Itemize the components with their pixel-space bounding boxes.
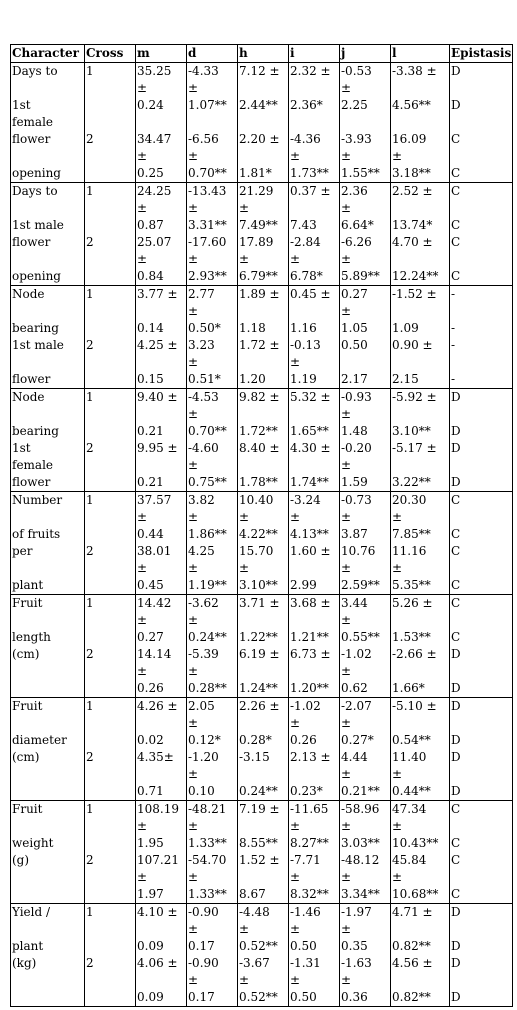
cell-l: -3.38 ± 4.56** 16.09 ± 3.18** bbox=[391, 63, 450, 183]
cell-character: Fruit length (cm) bbox=[11, 595, 85, 698]
cell-character: Node bearing 1st female flower bbox=[11, 389, 85, 492]
results-table bbox=[10, 44, 513, 1007]
cell-cross: 1 2 bbox=[85, 595, 136, 698]
header-character: Character bbox=[11, 45, 85, 63]
cell-cross: 1 2 bbox=[85, 801, 136, 904]
cell-j: -1.97 ± 0.35 -1.63 ± 0.36 bbox=[340, 904, 391, 1007]
cell-m: 35.25 ± 0.24 34.47 ± 0.25 bbox=[136, 63, 187, 183]
cell-h: 7.19 ± 8.55** 1.52 ± 8.67 bbox=[238, 801, 289, 904]
cell-epistasis: D D C C bbox=[450, 63, 513, 183]
table-row bbox=[11, 698, 513, 801]
cell-l: 20.30 ± 7.85** 11.16 ± 5.35** bbox=[391, 492, 450, 595]
cell-epistasis: C C C C bbox=[450, 183, 513, 286]
cell-d: -4.33 ± 1.07** -6.56 ± 0.70** bbox=[187, 63, 238, 183]
cell-m: 108.19 ± 1.95 107.21 ± 1.97 bbox=[136, 801, 187, 904]
cell-l: 5.26 ± 1.53** -2.66 ± 1.66* bbox=[391, 595, 450, 698]
cell-j: -0.93 ± 1.48 -0.20 ± 1.59 bbox=[340, 389, 391, 492]
cell-i: -1.02 ± 0.26 2.13 ± 0.23* bbox=[289, 698, 340, 801]
cell-h: 10.40 ± 4.22** 15.70 ± 3.10** bbox=[238, 492, 289, 595]
cell-i: 0.37 ± 7.43 -2.84 ± 6.78* bbox=[289, 183, 340, 286]
cell-h: 7.12 ± 2.44** 2.20 ± 1.81* bbox=[238, 63, 289, 183]
table-row bbox=[11, 904, 513, 1007]
cell-d: 2.05 ± 0.12* -1.20 ± 0.10 bbox=[187, 698, 238, 801]
cell-l: -5.10 ± 0.54** 11.40 ± 0.44** bbox=[391, 698, 450, 801]
cell-d: -3.62 ± 0.24** -5.39 ± 0.28** bbox=[187, 595, 238, 698]
cell-cross: 1 2 bbox=[85, 492, 136, 595]
cell-l: -5.92 ± 3.10** -5.17 ± 3.22** bbox=[391, 389, 450, 492]
cell-d: 3.82 ± 1.86** 4.25 ± 1.19** bbox=[187, 492, 238, 595]
header-m: m bbox=[136, 45, 187, 63]
cell-cross: 1 2 bbox=[85, 389, 136, 492]
cell-i: 5.32 ± 1.65** 4.30 ± 1.74** bbox=[289, 389, 340, 492]
cell-cross: 1 2 bbox=[85, 63, 136, 183]
cell-m: 37.57 ± 0.44 38.01 ± 0.45 bbox=[136, 492, 187, 595]
cell-i: -1.46 ± 0.50 -1.31 ± 0.50 bbox=[289, 904, 340, 1007]
cell-epistasis: C C D D bbox=[450, 595, 513, 698]
cell-epistasis: - - - - bbox=[450, 286, 513, 389]
cell-character: Number of fruits per plant bbox=[11, 492, 85, 595]
cell-i: -11.65 ± 8.27** -7.71 ± 8.32** bbox=[289, 801, 340, 904]
cell-j: -2.07 ± 0.27* 4.44 ± 0.21** bbox=[340, 698, 391, 801]
cell-i: 2.32 ± 2.36* -4.36 ± 1.73** bbox=[289, 63, 340, 183]
table-row bbox=[11, 595, 513, 698]
cell-d: -48.21 ± 1.33** -54.70 ± 1.33** bbox=[187, 801, 238, 904]
table-row bbox=[11, 801, 513, 904]
cell-epistasis: D D D D bbox=[450, 904, 513, 1007]
cell-epistasis: D D D D bbox=[450, 389, 513, 492]
cell-l: -1.52 ± 1.09 0.90 ± 2.15 bbox=[391, 286, 450, 389]
cell-epistasis: D D D D bbox=[450, 698, 513, 801]
header-row bbox=[11, 45, 513, 63]
cell-character: Days to 1st male flower opening bbox=[11, 183, 85, 286]
header-epistasis: Epistasis bbox=[450, 45, 513, 63]
cell-character: Node bearing 1st male flower bbox=[11, 286, 85, 389]
table-row bbox=[11, 389, 513, 492]
header-i: i bbox=[289, 45, 340, 63]
cell-cross: 1 2 bbox=[85, 183, 136, 286]
cell-m: 3.77 ± 0.14 4.25 ± 0.15 bbox=[136, 286, 187, 389]
cell-j: 3.44 ± 0.55** -1.02 ± 0.62 bbox=[340, 595, 391, 698]
cell-j: 2.36 ± 6.64* -6.26 ± 5.89** bbox=[340, 183, 391, 286]
cell-j: -58.96 ± 3.03** -48.12 ± 3.34** bbox=[340, 801, 391, 904]
cell-h: 2.26 ± 0.28* -3.15 0.24** bbox=[238, 698, 289, 801]
header-cross: Cross bbox=[85, 45, 136, 63]
cell-j: -0.53 ± 2.25 -3.93 ± 1.55** bbox=[340, 63, 391, 183]
cell-cross: 1 2 bbox=[85, 698, 136, 801]
cell-l: 2.52 ± 13.74* 4.70 ± 12.24** bbox=[391, 183, 450, 286]
cell-d: -0.90 ± 0.17 -0.90 ± 0.17 bbox=[187, 904, 238, 1007]
cell-m: 4.10 ± 0.09 4.06 ± 0.09 bbox=[136, 904, 187, 1007]
cell-j: -0.73 ± 3.87 10.76 ± 2.59** bbox=[340, 492, 391, 595]
cell-character: Yield / plant (kg) bbox=[11, 904, 85, 1007]
cell-i: -3.24 ± 4.13** 1.60 ± 2.99 bbox=[289, 492, 340, 595]
header-l: l bbox=[391, 45, 450, 63]
table-row bbox=[11, 63, 513, 183]
table-row bbox=[11, 286, 513, 389]
header-j: j bbox=[340, 45, 391, 63]
header-d: d bbox=[187, 45, 238, 63]
cell-h: 9.82 ± 1.72** 8.40 ± 1.78** bbox=[238, 389, 289, 492]
cell-m: 9.40 ± 0.21 9.95 ± 0.21 bbox=[136, 389, 187, 492]
cell-character: Fruit diameter (cm) bbox=[11, 698, 85, 801]
cell-h: -4.48 ± 0.52** -3.67 ± 0.52** bbox=[238, 904, 289, 1007]
cell-h: 21.29 ± 7.49** 17.89 ± 6.79** bbox=[238, 183, 289, 286]
cell-l: 47.34 ± 10.43** 45.84 ± 10.68** bbox=[391, 801, 450, 904]
cell-cross: 1 2 bbox=[85, 286, 136, 389]
cell-m: 14.42 ± 0.27 14.14 ± 0.26 bbox=[136, 595, 187, 698]
cell-character: Days to 1st female flower opening bbox=[11, 63, 85, 183]
cell-d: -4.53 ± 0.70** -4.60 ± 0.75** bbox=[187, 389, 238, 492]
cell-m: 4.26 ± 0.02 4.35± 0.71 bbox=[136, 698, 187, 801]
table-row bbox=[11, 183, 513, 286]
cell-d: 2.77 ± 0.50* 3.23 ± 0.51* bbox=[187, 286, 238, 389]
cell-character: Fruit weight (g) bbox=[11, 801, 85, 904]
cell-i: 0.45 ± 1.16 -0.13 ± 1.19 bbox=[289, 286, 340, 389]
cell-d: -13.43 ± 3.31** -17.60 ± 2.93** bbox=[187, 183, 238, 286]
cell-cross: 1 2 bbox=[85, 904, 136, 1007]
header-h: h bbox=[238, 45, 289, 63]
table-row bbox=[11, 492, 513, 595]
cell-h: 3.71 ± 1.22** 6.19 ± 1.24** bbox=[238, 595, 289, 698]
cell-epistasis: C C C C bbox=[450, 801, 513, 904]
cell-l: 4.71 ± 0.82** 4.56 ± 0.82** bbox=[391, 904, 450, 1007]
cell-j: 0.27 ± 1.05 0.50 2.17 bbox=[340, 286, 391, 389]
cell-m: 24.25 ± 0.87 25.07 ± 0.84 bbox=[136, 183, 187, 286]
cell-h: 1.89 ± 1.18 1.72 ± 1.20 bbox=[238, 286, 289, 389]
cell-epistasis: C C C C bbox=[450, 492, 513, 595]
cell-i: 3.68 ± 1.21** 6.73 ± 1.20** bbox=[289, 595, 340, 698]
